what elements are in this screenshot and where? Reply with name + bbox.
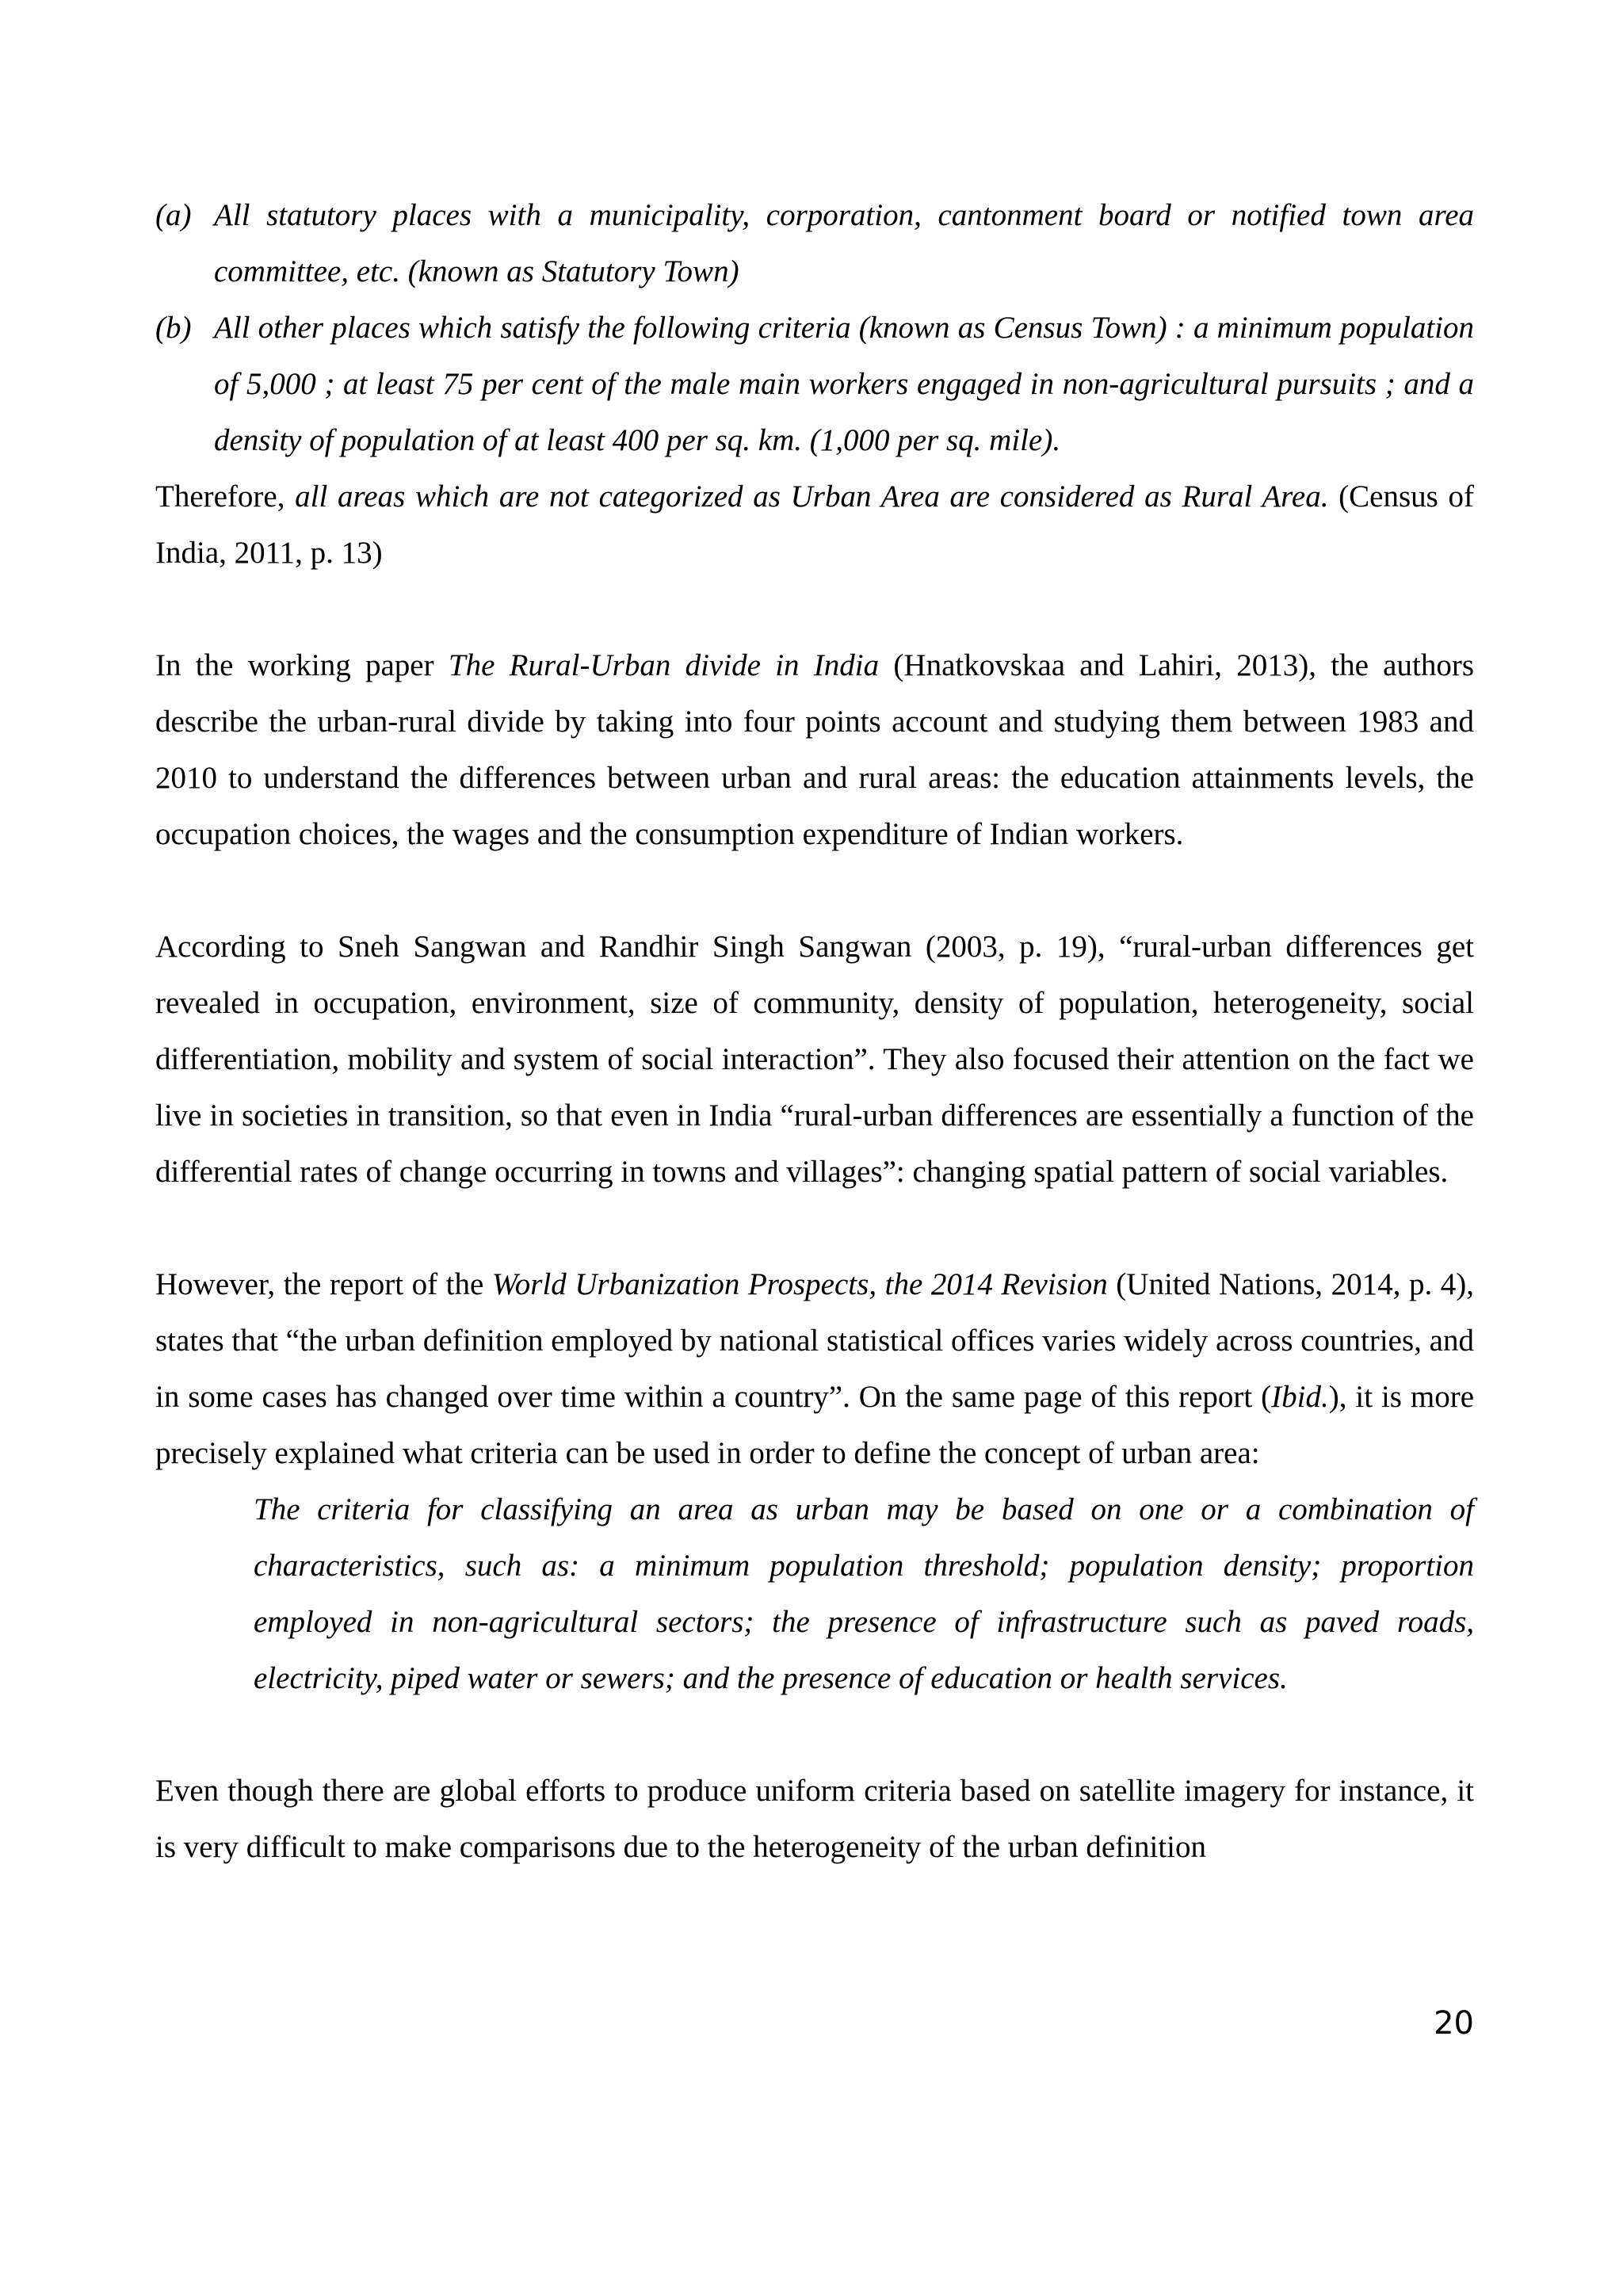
list-item-text: All other places which satisfy the following criteria (known as Census Town) : a minimum population of 5,000 ; at least 75 per cent of the male main workers engaged in non-agricultural pursuits ; and a density of population of at least 400 per sq. km. (1,000 per sq. mile). — [214, 311, 1474, 457]
paragraph-rest: ), it is more precisely explained what criteria can be used in order to define the concept of urban area: — [155, 1380, 1475, 1470]
list-item-a — [155, 187, 1474, 300]
paragraph-lead: In the working paper — [155, 648, 449, 682]
citation: (Census of India, 2011, p. 13) — [155, 479, 1474, 570]
paragraph-text: Even though there are global efforts to produce uniform criteria based on satellite imagery for instance, it is very difficult to make comparisons due to the heterogeneity of the urban definition — [155, 1774, 1474, 1864]
paragraph-lead: Therefore, — [155, 479, 296, 514]
paper-title: The Rural-Urban divide in India — [448, 648, 880, 682]
paragraph-working-paper — [155, 637, 1474, 862]
report-title: World Urbanization Prospects, the 2014 Revision — [491, 1267, 1108, 1301]
paragraph-text: According to Sneh Sangwan and Randhir Singh Sangwan (2003, p. 19), “rural-urban differences get revealed in occupation, environment, size of community, density of population, heterogeneity, social differentiation, mobility and system of social interaction”. They also focused their attention on the fact we live in societies in transition, so that even in India “rural-urban differences are essentially a function of the differential rates of change occurring in towns and villages”: changing spatial pattern of social variables. — [155, 930, 1474, 1189]
list-marker: (b) — [155, 311, 192, 345]
list-item-text: All statutory places with a municipality, corporation, cantonment board or notified town area committee, etc. (known as Statutory Town) — [214, 198, 1474, 288]
ibid-reference: Ibid. — [1271, 1380, 1329, 1414]
page-number: 20 — [1434, 2005, 1474, 2042]
paragraph-sangwan — [155, 919, 1474, 1200]
document-page — [155, 187, 1474, 1875]
paragraph-lead: However, the report of the — [155, 1267, 492, 1301]
paragraph-middle: (United Nations, 2014, p. 4), states that “the urban definition employed by national statistical offices varies widely across countries, and in some cases has changed over time within a country”. On the same page of this report ( — [155, 1267, 1475, 1414]
paragraph-rest: (Hnatkovskaa and Lahiri, 2013), the authors describe the urban-rural divide by taking into four points account and studying them between 1983 and 2010 to understand the differences between urban and rural areas: the education attainments levels, the occupation choices, the wages and the consumption expenditure of Indian workers. — [155, 648, 1474, 851]
paragraph-therefore — [155, 468, 1474, 581]
paragraph-even-though — [155, 1763, 1474, 1875]
list-item-b — [155, 300, 1474, 468]
paragraph-however — [155, 1256, 1474, 1481]
paragraph-italic: all areas which are not categorized as Urban Area are considered as Rural Area. — [295, 479, 1329, 514]
list-marker: (a) — [155, 198, 192, 232]
block-quote: The criteria for classifying an area as urban may be based on one or a combination of characteristics, such as: a minimum population threshold; population density; proportion employed in non-agricultural sectors; the presence of infrastructure such as paved roads, electricity, piped water or sewers; and the presence of education or health services. — [254, 1492, 1474, 1695]
